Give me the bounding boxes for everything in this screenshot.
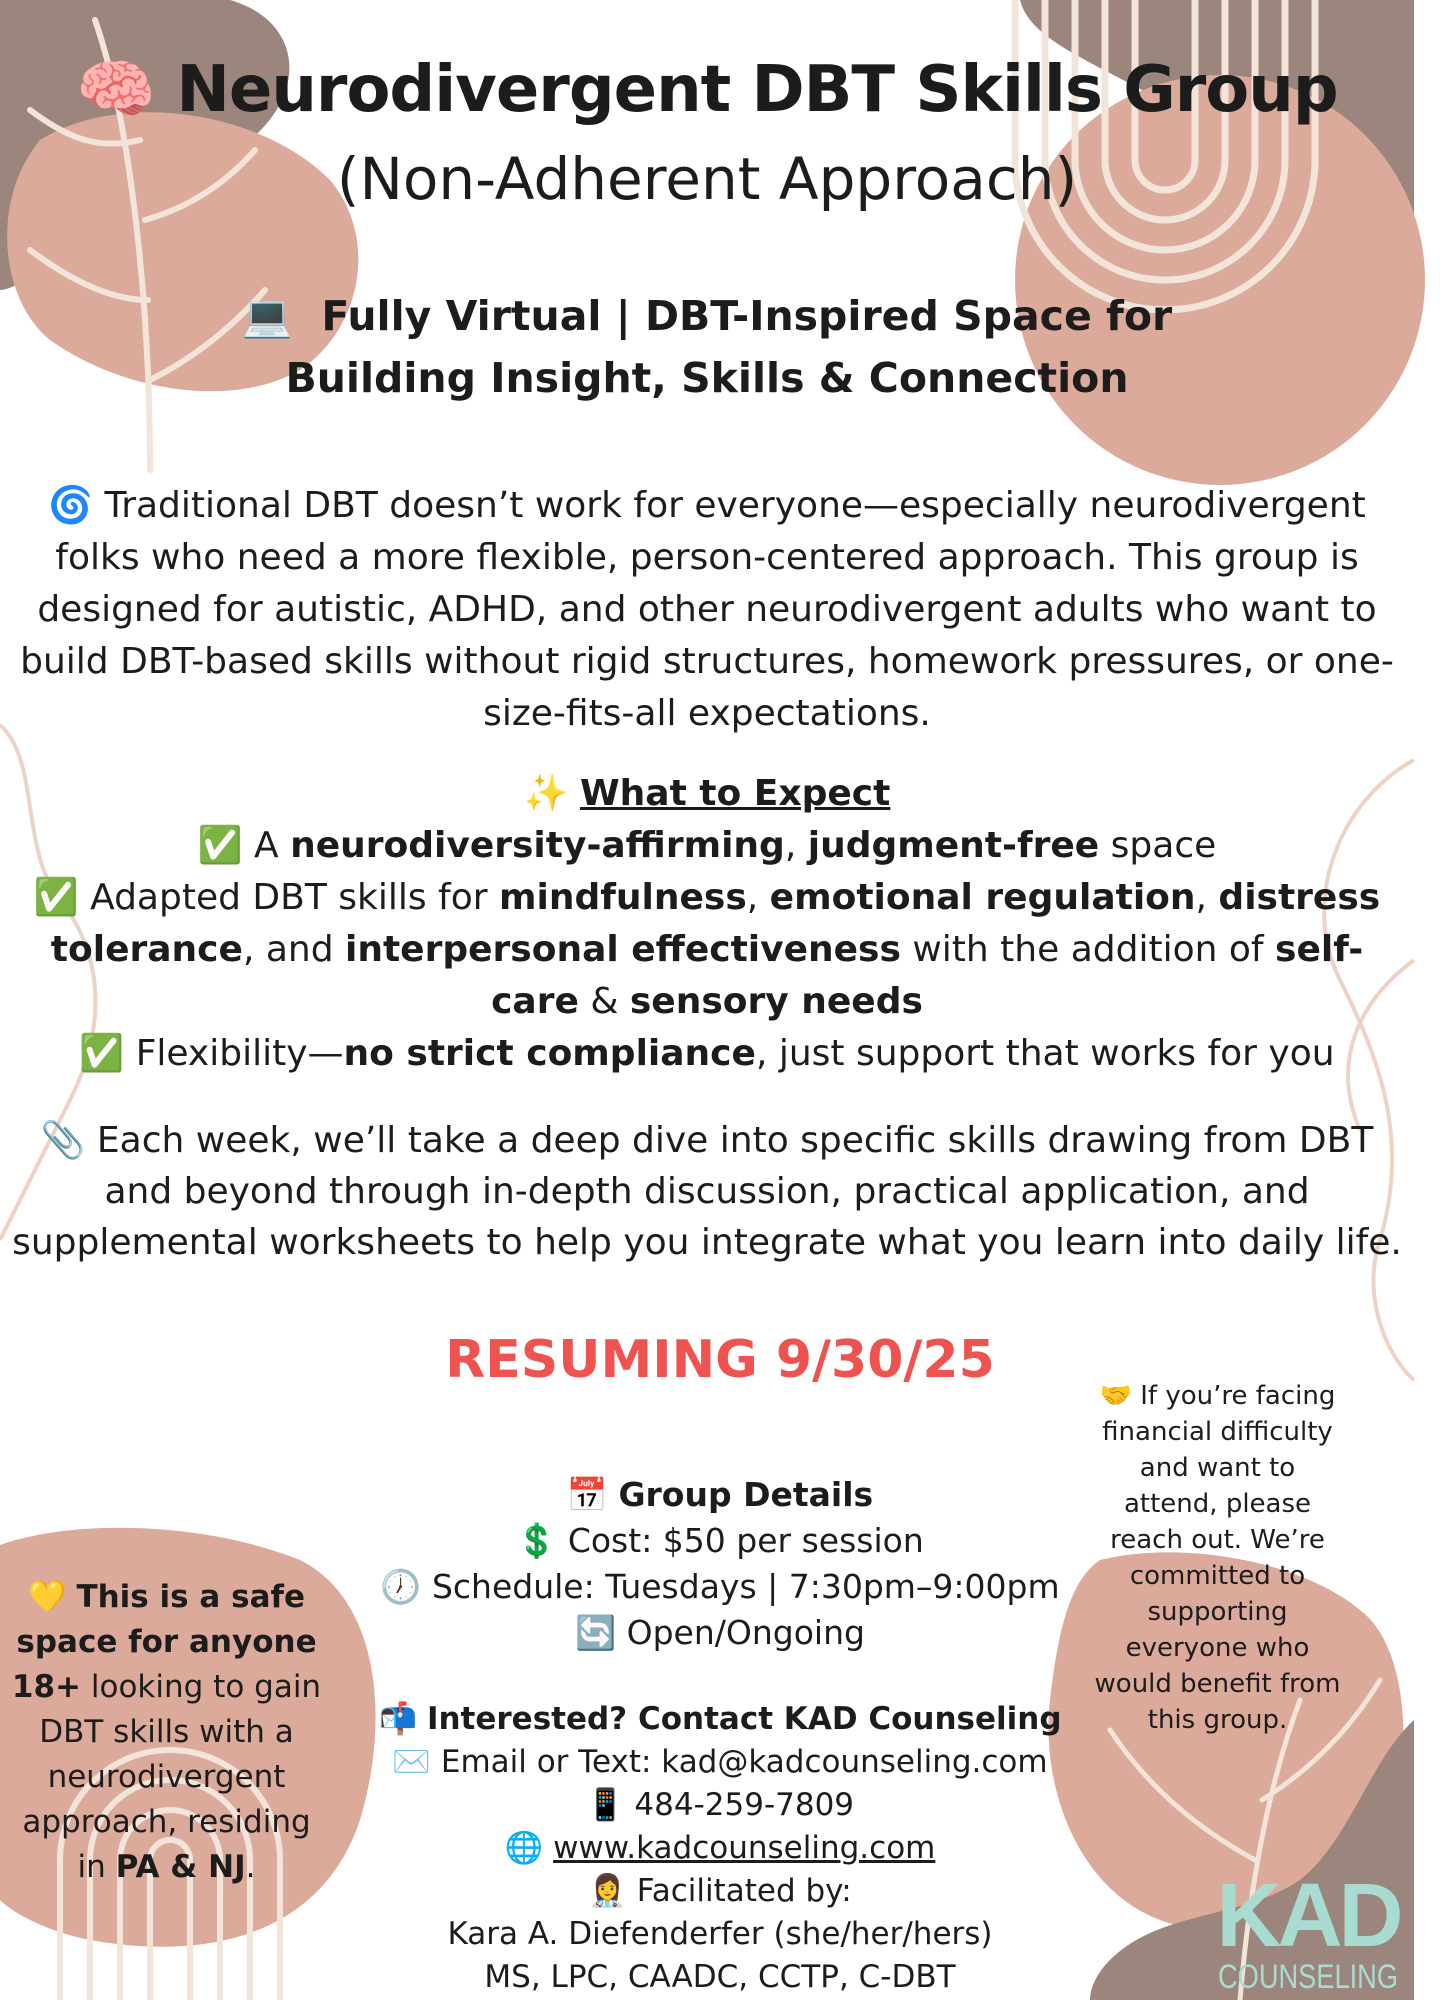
dollar-icon: 💲 xyxy=(516,1521,558,1560)
facilitated-text: Facilitated by: xyxy=(636,1873,852,1909)
intro-text: Traditional DBT doesn’t work for everyone—especially neurodivergent folks who need a more flexible, person-centered approach. This group is designed for autistic, ADHD, and other neurodivergent adults who want to build DBT-based skills without rigid structures, homework pressures, or one-size-fits-all expectations. xyxy=(20,485,1394,734)
expect-item-1 xyxy=(14,820,1400,872)
weekly-paragraph xyxy=(8,1115,1406,1268)
safe-space-bold: This is a safe space for anyone 18+ xyxy=(11,1579,317,1705)
expect-item-3 xyxy=(14,1028,1400,1080)
group-details xyxy=(340,1472,1100,1656)
phone-icon: 📱 xyxy=(585,1787,625,1823)
group-details-heading-text: Group Details xyxy=(618,1475,874,1514)
kad-counseling-logo xyxy=(1212,1862,1404,1994)
phone-line xyxy=(340,1784,1100,1827)
schedule-line xyxy=(340,1564,1100,1610)
cost-text: Cost: $50 per session xyxy=(567,1521,924,1560)
ongoing-text: Open/Ongoing xyxy=(626,1613,865,1652)
email-text[interactable]: Email or Text: kad@kadcounseling.com xyxy=(440,1744,1048,1780)
contact-section xyxy=(340,1698,1100,1999)
schedule-text: Schedule: Tuesdays | 7:30pm–9:00pm xyxy=(431,1567,1060,1606)
health-worker-icon: 👩‍⚕️ xyxy=(588,1873,627,1909)
facilitated-line xyxy=(340,1870,1100,1913)
cost-line xyxy=(340,1518,1100,1564)
handshake-icon: 🤝 xyxy=(1099,1381,1132,1411)
yellow-heart-icon: 💛 xyxy=(27,1579,67,1615)
logo-mark: KAD xyxy=(1216,1866,1400,1966)
website-line xyxy=(340,1827,1100,1870)
expect-item-2-bold: distress tolerance xyxy=(50,877,1381,970)
paperclip-icon: 📎 xyxy=(40,1120,86,1161)
facilitator-credentials: MS, LPC, CAADC, CCTP, C-DBT xyxy=(484,1959,956,1995)
expect-item-2-bold: mindfulness xyxy=(499,877,747,918)
ongoing-line xyxy=(340,1610,1100,1656)
tagline-line-2: Building Insight, Skills & Connection xyxy=(285,354,1129,402)
page-subtitle: (Non-Adherent Approach) xyxy=(336,145,1078,213)
clock-icon: 🕖 xyxy=(380,1567,422,1606)
expect-item-3-text: , just support that works for you xyxy=(755,1033,1335,1074)
check-icon: ✅ xyxy=(79,1033,125,1074)
safe-space-end: . xyxy=(245,1849,256,1885)
expect-item-2-bold: sensory needs xyxy=(629,981,923,1022)
calendar-icon: 📅 xyxy=(566,1475,608,1514)
contact-heading xyxy=(340,1698,1100,1741)
envelope-icon: ✉️ xyxy=(392,1744,431,1780)
globe-icon: 🌐 xyxy=(504,1830,544,1866)
financial-note-text: If you’re facing financial difficulty and want to attend, please reach out. We’re committed to supporting everyone who would benefit from this group. xyxy=(1094,1381,1341,1735)
expect-item-1-text: A xyxy=(254,825,291,866)
expect-heading xyxy=(14,768,1400,820)
repeat-icon: 🔄 xyxy=(575,1613,617,1652)
expect-item-1-bold: judgment-free xyxy=(807,825,1100,866)
expect-item-2-text: , and xyxy=(242,929,345,970)
facilitator-name: Kara A. Diefenderfer (she/her/hers) xyxy=(447,1916,993,1952)
tagline xyxy=(0,285,1414,409)
expect-item-3-bold: no strict compliance xyxy=(343,1033,756,1074)
brain-icon: 🧠 xyxy=(76,53,156,127)
logo-word: COUNSELING xyxy=(1218,1958,1398,1996)
tagline-line-1: Fully Virtual | DBT-Inspired Space for xyxy=(321,292,1173,340)
safe-space-text: looking to gain DBT skills with a neurodivergent approach, residing in xyxy=(22,1669,322,1885)
safe-space-note xyxy=(4,1575,329,1890)
email-line xyxy=(340,1741,1100,1784)
sparkles-icon: ✨ xyxy=(523,773,569,814)
expect-item-1-bold: neurodiversity-affirming xyxy=(290,825,785,866)
swirl-icon: 🌀 xyxy=(48,485,94,526)
expect-item-1-text: , xyxy=(784,825,808,866)
check-icon: ✅ xyxy=(33,877,79,918)
laptop-icon: 💻 xyxy=(241,292,293,340)
intro-paragraph xyxy=(8,480,1406,740)
weekly-text: Each week, we’ll take a deep dive into specific skills drawing from DBT and beyond through in-depth discussion, practical application, and supplemental worksheets to help you integrate what you learn into daily life. xyxy=(12,1120,1402,1263)
page-title xyxy=(0,52,1414,127)
phone-text[interactable]: 484-259-7809 xyxy=(634,1787,855,1823)
group-details-heading xyxy=(340,1472,1100,1518)
mailbox-icon: 📬 xyxy=(378,1701,418,1737)
safe-space-states: PA & NJ xyxy=(115,1849,246,1885)
expect-item-2-bold: emotional regulation xyxy=(769,877,1196,918)
expect-item-1-text: space xyxy=(1099,825,1217,866)
expect-item-2-text: , xyxy=(746,877,770,918)
expect-item-2-text: & xyxy=(578,981,630,1022)
expect-item-2-text: with the addition of xyxy=(900,929,1276,970)
page-title-text: Neurodivergent DBT Skills Group xyxy=(176,53,1338,127)
expect-heading-text: What to Expect xyxy=(579,773,891,814)
expect-item-2-text: , xyxy=(1195,877,1219,918)
expect-item-2-text: Adapted DBT skills for xyxy=(90,877,499,918)
financial-note xyxy=(1090,1378,1345,1738)
contact-heading-text: Interested? Contact KAD Counseling xyxy=(426,1701,1062,1737)
expect-item-2 xyxy=(14,872,1400,1028)
expect-item-2-bold: interpersonal effectiveness xyxy=(345,929,901,970)
expect-item-3-text: Flexibility— xyxy=(135,1033,344,1074)
resuming-date: RESUMING 9/30/25 xyxy=(445,1330,995,1390)
expect-item-2-bold: self-care xyxy=(491,929,1364,1022)
website-link[interactable]: www.kadcounseling.com xyxy=(553,1830,936,1866)
what-to-expect-section xyxy=(14,768,1400,1080)
check-icon: ✅ xyxy=(197,825,243,866)
